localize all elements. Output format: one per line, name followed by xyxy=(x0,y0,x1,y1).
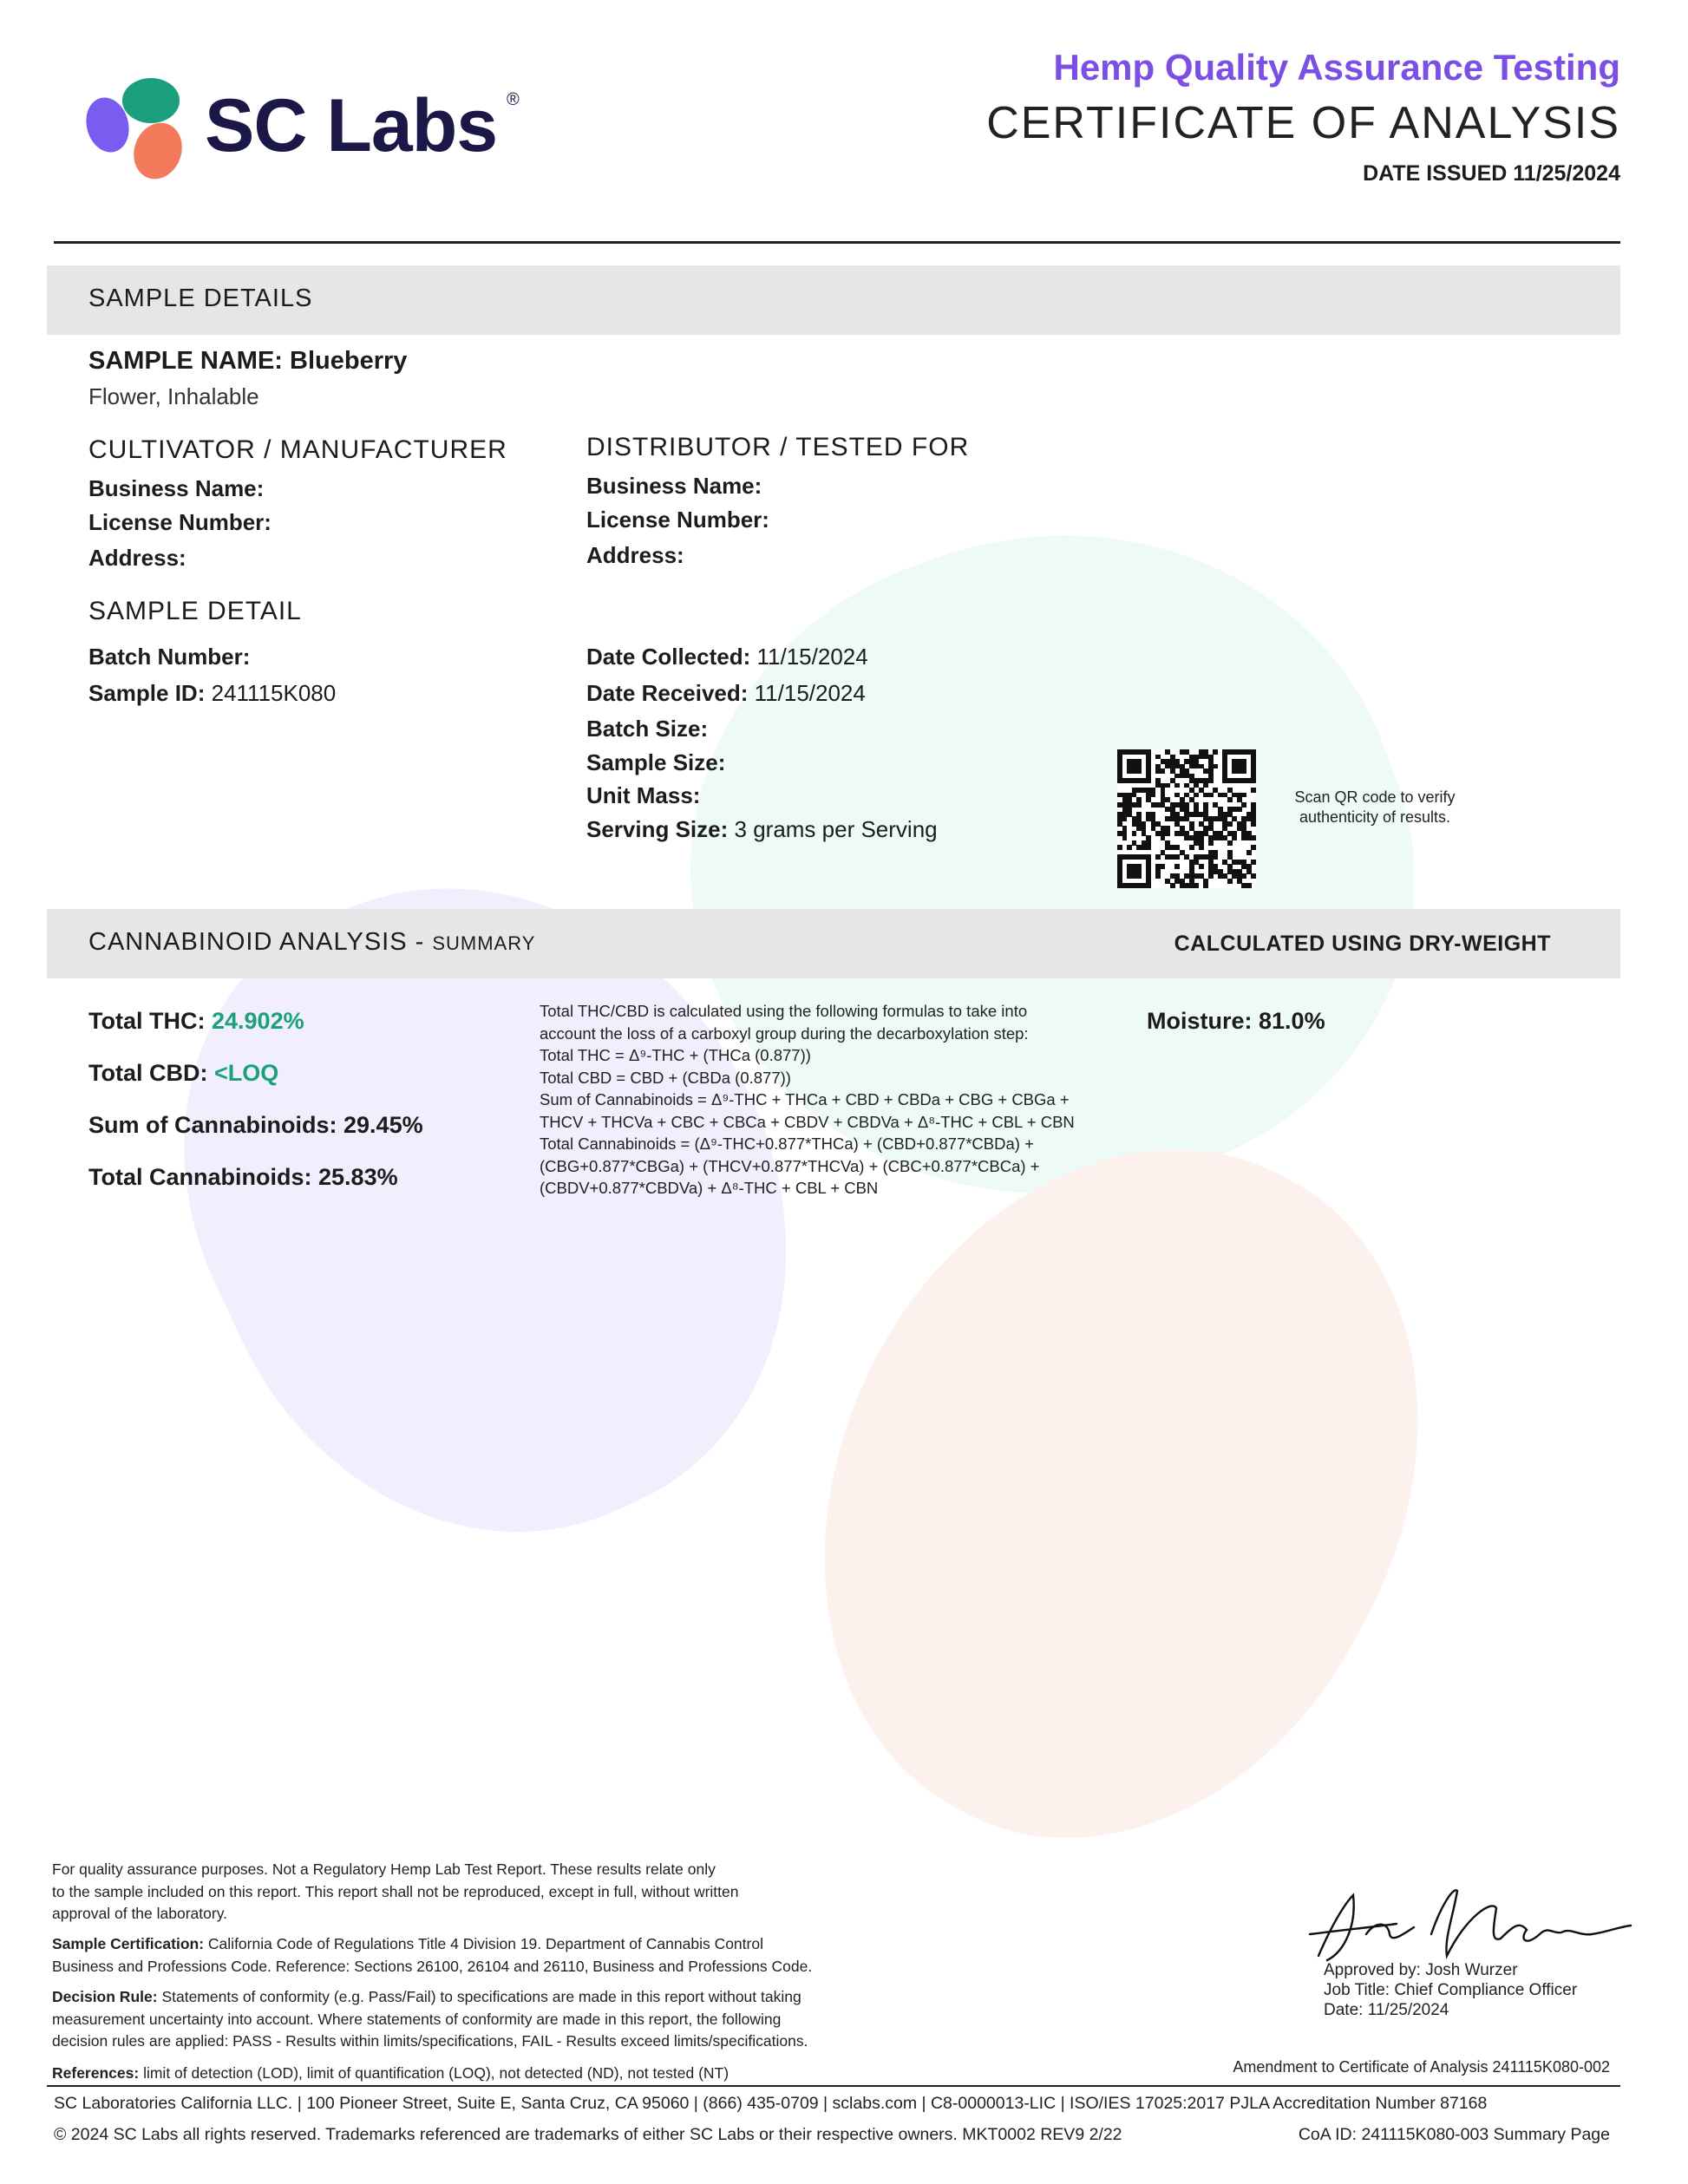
approved-by: Approved by: Josh Wurzer xyxy=(1324,1961,1518,1979)
sample-id: Sample ID: 241115K080 xyxy=(88,680,337,706)
cultivator-address-label: Address: xyxy=(88,545,186,571)
cultivator-license-label: License Number: xyxy=(88,509,272,535)
sample-type: Flower, Inhalable xyxy=(88,383,259,409)
company-info: SC Laboratories California LLC. | 100 Pioneer Street, Suite E, Santa Cruz, CA 95060 | (866) 435-0709 | sclabs.com | C8-0000013-LIC | ISO/IES 17025:2017 PJLA Accreditation Number 87168 xyxy=(54,2094,1488,2113)
logo-mark-icon xyxy=(83,71,187,184)
signature xyxy=(1292,1873,1639,1969)
approval-block xyxy=(1324,1960,1577,2020)
amendment-note: Amendment to Certificate of Analysis 241115K080-002 xyxy=(1233,2058,1610,2076)
qr-caption: Scan QR code to verify authenticity of results. xyxy=(1294,788,1456,826)
sample-details-heading: SAMPLE DETAILS xyxy=(88,284,313,312)
decision-rule: Decision Rule: Statements of conformity (e.g. Pass/Fail) to specifications are made in this report without taking measurement uncertainty into account. Where statements of conformity are made in this report, the following decision rules are applied: PASS - Results within limits/specifications, FAIL - Results exceed limits/specifications. xyxy=(52,1988,808,2050)
sample-details-band xyxy=(47,265,1620,335)
approval-date: Date: 11/25/2024 xyxy=(1324,2001,1449,2019)
total-cbd: Total CBD: <LOQ xyxy=(88,1060,279,1086)
registered-mark: ® xyxy=(507,90,520,109)
page-title: CERTIFICATE OF ANALYSIS xyxy=(986,98,1620,148)
moisture: Moisture: 81.0% xyxy=(1147,1008,1325,1034)
copyright: © 2024 SC Labs all rights reserved. Trademarks referenced are trademarks of either SC Labs or their respective owners. MKT0002 REV9 2/22 xyxy=(54,2125,1122,2144)
sample-size-label: Sample Size: xyxy=(586,749,726,775)
references: References: limit of detection (LOD), limit of quantification (LOQ), not detected (ND), not tested (NT) xyxy=(52,2064,730,2082)
logo-wordmark: SC Labs xyxy=(205,84,498,167)
cultivator-heading: CULTIVATOR / MANUFACTURER xyxy=(88,435,507,464)
distributor-address-label: Address: xyxy=(586,542,684,568)
header-divider xyxy=(54,241,1620,244)
dry-weight-note: CALCULATED USING DRY-WEIGHT xyxy=(1174,932,1551,956)
cannabinoid-analysis-band xyxy=(47,909,1620,978)
date-collected: Date Collected: 11/15/2024 xyxy=(586,644,868,670)
sample-certification: Sample Certification: California Code of Regulations Title 4 Division 19. Department of Cannabis Control Business and Professions Code. Reference: Sections 26100, 26104 and 26110, Business and Professions Code. xyxy=(52,1935,813,1975)
brand-logo xyxy=(83,71,534,184)
sum-of-cannabinoids: Sum of Cannabinoids: 29.45% xyxy=(88,1112,423,1138)
job-title: Job Title: Chief Compliance Officer xyxy=(1324,1981,1578,1999)
disclaimer: For quality assurance purposes. Not a Regulatory Hemp Lab Test Report. These results relate only to the sample included on this report. This report shall not be reproduced, except in full, without written approval of the laboratory. xyxy=(52,1860,739,1922)
formula-line: Total CBD = CBD + (CBDa (0.877)) xyxy=(540,1068,791,1087)
formula-line: (CBDV+0.877*CBDVa) + Δ⁸-THC + CBL + CBN xyxy=(540,1179,879,1197)
distributor-heading: DISTRIBUTOR / TESTED FOR xyxy=(586,433,970,461)
sample-name: SAMPLE NAME: Blueberry xyxy=(88,347,408,375)
serving-size: Serving Size: 3 grams per Serving xyxy=(586,816,938,842)
formula-line: Total THC/CBD is calculated using the following formulas to take into xyxy=(540,1002,1028,1020)
date-issued: DATE ISSUED 11/25/2024 xyxy=(1363,161,1620,186)
batch-size-label: Batch Size: xyxy=(586,716,709,742)
header-subtitle: Hemp Quality Assurance Testing xyxy=(1053,47,1620,88)
qr-code-icon[interactable] xyxy=(1117,749,1256,888)
date-received: Date Received: 11/15/2024 xyxy=(586,680,866,706)
coa-id: CoA ID: 241115K080-003 Summary Page xyxy=(1298,2125,1610,2144)
distributor-license-label: License Number: xyxy=(586,507,769,533)
total-cannabinoids: Total Cannabinoids: 25.83% xyxy=(88,1164,398,1190)
sample-detail-heading: SAMPLE DETAIL xyxy=(88,597,302,625)
formula-line: Total Cannabinoids = (Δ⁹-THC+0.877*THCa) + (CBD+0.877*CBDa) + xyxy=(540,1135,1034,1153)
formula-line: Sum of Cannabinoids = Δ⁹-THC + THCa + CBD + CBDa + CBG + CBGa + xyxy=(540,1090,1070,1108)
distributor-business-name-label: Business Name: xyxy=(586,473,762,499)
unit-mass-label: Unit Mass: xyxy=(586,782,701,808)
cultivator-business-name-label: Business Name: xyxy=(88,475,265,501)
formula-line: Total THC = Δ⁹-THC + (THCa (0.877)) xyxy=(540,1046,811,1064)
footer-divider xyxy=(47,2085,1620,2087)
total-thc: Total THC: 24.902% xyxy=(88,1008,304,1034)
formula-notes xyxy=(540,1000,1112,1200)
batch-number-label: Batch Number: xyxy=(88,644,251,670)
formula-line: (CBG+0.877*CBGa) + (THCV+0.877*THCVa) + (CBC+0.877*CBCa) + xyxy=(540,1156,1040,1175)
cannabinoid-analysis-heading: CANNABINOID ANALYSIS - SUMMARY xyxy=(88,928,536,956)
formula-line: account the loss of a carboxyl group during the decarboxylation step: xyxy=(540,1023,1029,1043)
formula-line: THCV + THCVa + CBC + CBCa + CBDV + CBDVa + Δ⁸-THC + CBL + CBN xyxy=(540,1112,1075,1131)
